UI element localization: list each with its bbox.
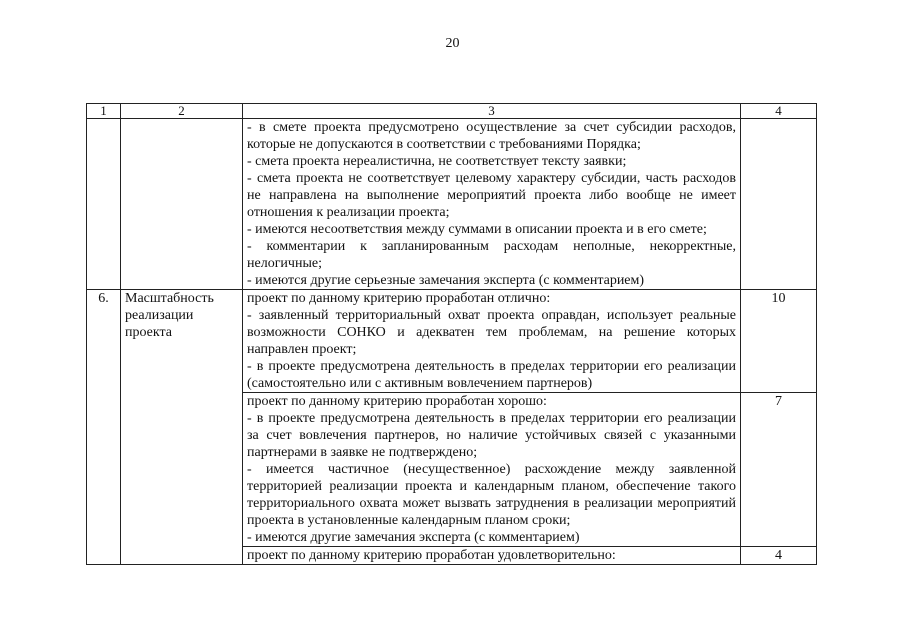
level-title: проект по данному критерию проработан отлично: [247, 291, 551, 306]
list-item: - смета проекта не соответствует целевому характеру субсидии, часть расходов не направлена на выполнение мероприятий проекта либо вообще не имеет отношения к реализации проекта; [247, 171, 736, 220]
list-item: - имеется частичное (несущественное) расхождение между заявленной территорией реализации проекта и календарным планом, обеспечение такого территориального охвата может вызвать затруднения в реализации мероприятий проекта в установленные календарным планом сроки; [247, 462, 736, 528]
criterion-number: 6. [87, 290, 121, 565]
level-title: проект по данному критерию проработан хорошо: [247, 394, 547, 409]
level-score: 4 [741, 547, 817, 565]
continuation-name-cell [121, 119, 243, 290]
criterion-level-excellent-row [87, 290, 817, 393]
continuation-number-cell [87, 119, 121, 290]
continuation-row [87, 119, 817, 290]
header-col-3: 3 [243, 104, 741, 119]
list-item: - в проекте предусмотрена деятельность в пределах территории его реализации за счет вовлечения партнеров, но наличие устойчивых связей с указанными партнерами в заявке не подтверждено; [247, 411, 736, 460]
level-title: проект по данному критерию проработан удовлетворительно: [247, 548, 616, 563]
header-col-4: 4 [741, 104, 817, 119]
level-text-cell [243, 547, 741, 565]
criterion-name: Масштабность реализации проекта [121, 290, 243, 565]
level-text-cell [243, 393, 741, 547]
level-score: 7 [741, 393, 817, 547]
list-item: - смета проекта нереалистична, не соответствует тексту заявки; [247, 154, 627, 169]
list-item: - имеются другие серьезные замечания эксперта (с комментарием) [247, 273, 645, 288]
list-item: - имеются несоответствия между суммами в описании проекта и в его смете; [247, 222, 707, 237]
level-score: 10 [741, 290, 817, 393]
list-item: - в смете проекта предусмотрено осуществление за счет субсидии расходов, которые не допускаются в соответствии с требованиями Порядка; [247, 120, 736, 152]
continuation-score-cell [741, 119, 817, 290]
level-text-cell [243, 290, 741, 393]
header-col-2: 2 [121, 104, 243, 119]
list-item: - в проекте предусмотрена деятельность в пределах территории его реализации (самостоятельно или с активным вовлечением партнеров) [247, 359, 736, 391]
continuation-text-cell [243, 119, 741, 290]
criteria-table [86, 103, 817, 565]
header-col-1: 1 [87, 104, 121, 119]
page-number: 20 [445, 36, 460, 51]
list-item: - заявленный территориальный охват проекта оправдан, использует реальные возможности СОНКО и адекватен тем проблемам, на решение которых направлен проект; [247, 308, 736, 357]
table-header-row [87, 104, 817, 119]
list-item: - имеются другие замечания эксперта (с комментарием) [247, 530, 580, 545]
list-item: - комментарии к запланированным расходам неполные, некорректные, нелогичные; [247, 239, 736, 271]
